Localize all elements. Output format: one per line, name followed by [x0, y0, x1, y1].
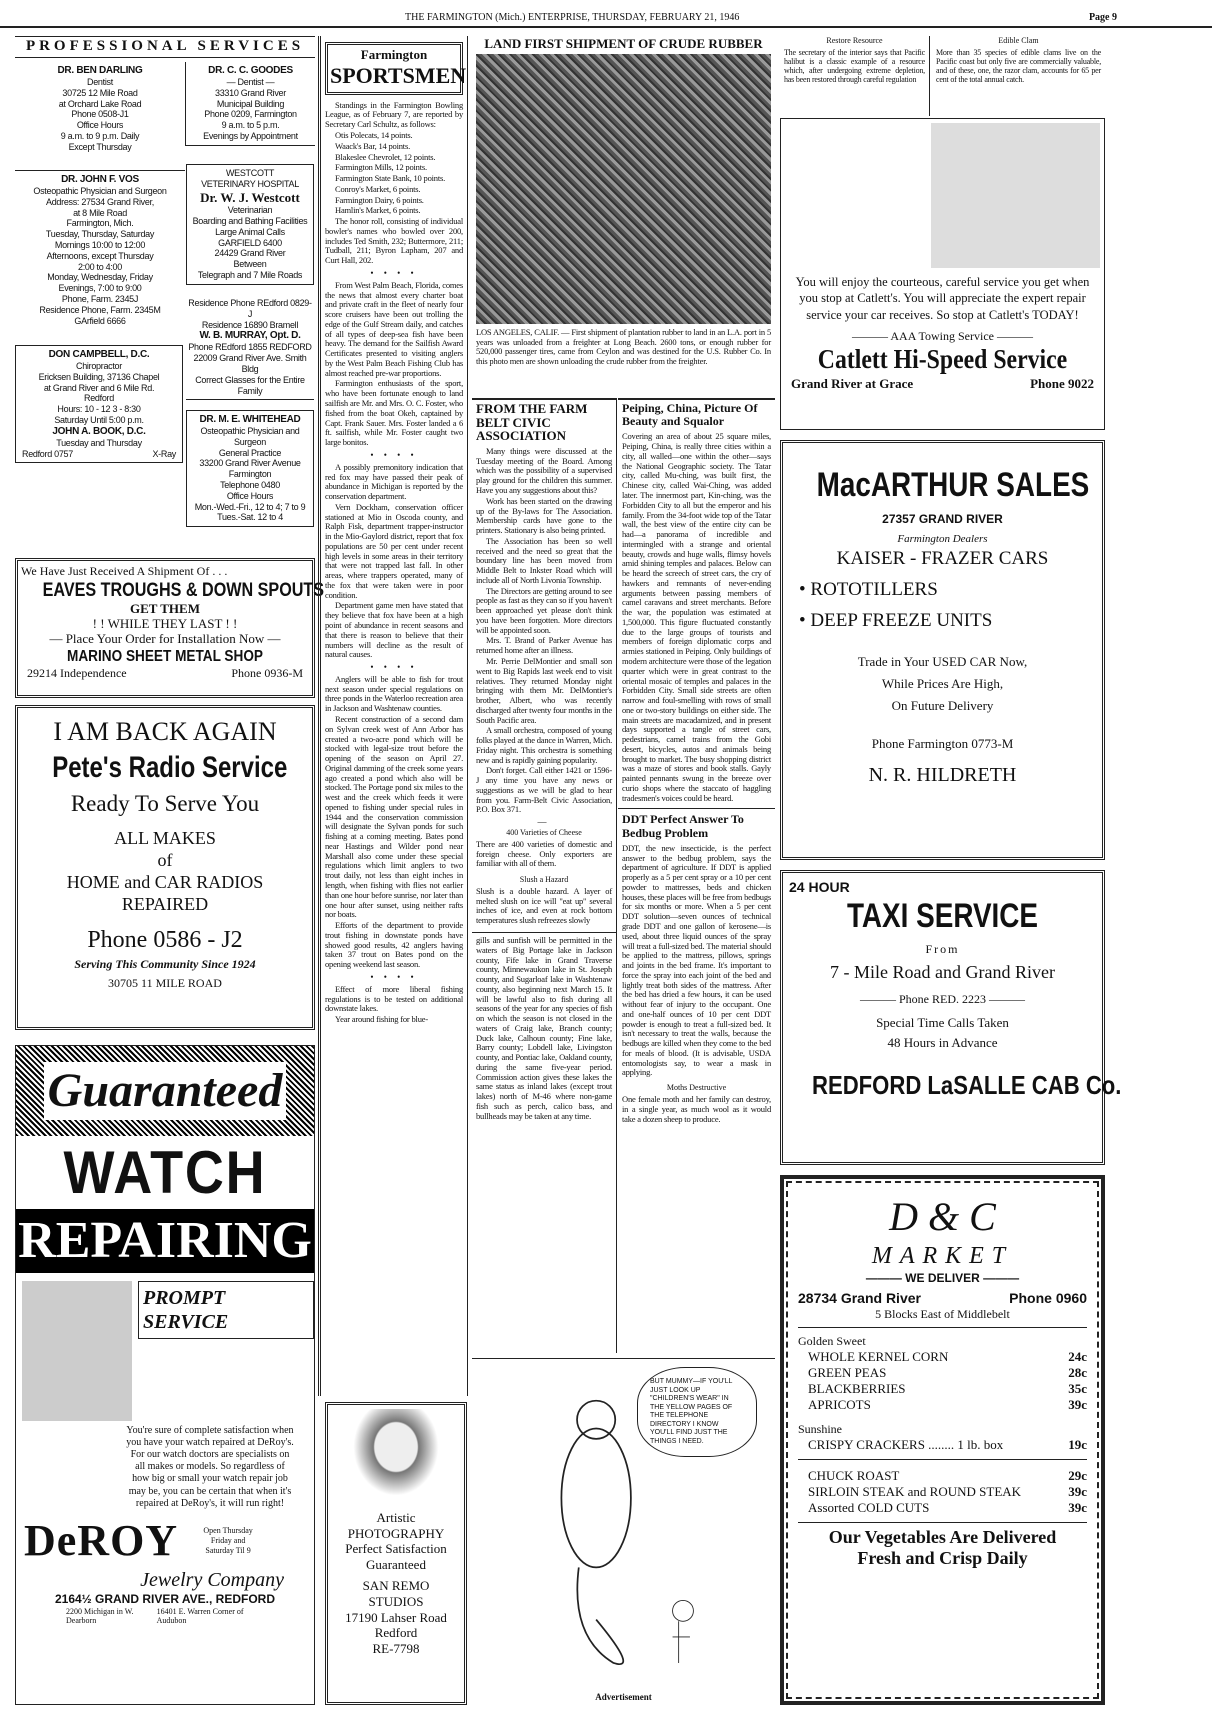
item-price: 29c	[1068, 1467, 1087, 1483]
item-name: GREEN PEAS	[808, 1364, 887, 1380]
card-line: Boarding and Bathing Facilities	[192, 215, 308, 226]
card-line: GArfield 6666	[74, 315, 126, 326]
sportsmen-sailfish	[321, 279, 467, 451]
item-name: BLACKBERRIES	[808, 1380, 906, 1396]
slush-headline: Slush a Hazard	[519, 875, 569, 885]
paragraph: Conroy's Market, 6 points.	[335, 183, 421, 194]
item-price: 28c	[1068, 1364, 1087, 1380]
dc-logo: D & C	[889, 1194, 996, 1239]
ad-dc-market	[780, 1175, 1105, 1705]
moths-article: One female moth and her family can destroy, in a single year, as much wool as it would take a dozen sheep to produce.	[622, 1093, 771, 1124]
mechanic-illustration	[931, 123, 1100, 268]
card-darling	[15, 62, 185, 156]
ad-line: I AM BACK AGAIN	[53, 717, 277, 746]
paragraph: Don't forget. Call either 1421 or 1596-J any time you have any news or suggestions as we will be glad to hear from you. Farm-Belt Civic Association, P.O. Box 371.	[476, 765, 612, 815]
farmbelt-article	[472, 445, 616, 818]
card-line: Phone 0209, Farmington	[204, 109, 297, 120]
card-line: Redford	[84, 393, 114, 404]
paragraph: Department game men have stated that they believe that fox have been at a high point of abundance in recent seasons and that there is reason to believe that their numbers will decline as the result of natural causes.	[325, 600, 463, 660]
group-title: Sunshine	[798, 1422, 843, 1437]
ad-san-remo	[325, 1402, 467, 1705]
ad-name: Catlett Hi-Speed Service	[817, 344, 1068, 375]
slush-article: Slush is a double hazard. A layer of melted slush on ice will "eat up" several inches of ice, and even at rock bottom temperatures slush refreezes slowly	[476, 885, 612, 926]
paragraph: Farmington State Bank, 10 points.	[335, 173, 446, 184]
ad-line: Ready To Serve You	[70, 791, 260, 817]
sportsmen-bowling	[321, 99, 467, 269]
ad-address: 29214 Independence	[27, 666, 127, 681]
card-line: Between	[233, 259, 267, 270]
ad-address: Grand River at Grace	[791, 376, 914, 392]
photo-caption: LOS ANGELES, CALIF. — First shipment of plantation rubber to land in an L.A. port in 5 years was unloaded from a freighter at Long Beach. 2600 tons, or enough rubber for 520,000 passenger tires, came from Ceylon and was destined for the U.S. Rubber Co. In this photo men are shown unloading the crude rubber from the freighter.	[476, 326, 771, 367]
paragraph: Blakeslee Chevrolet, 12 points.	[335, 151, 436, 162]
ddt-headline: DDT Perfect Answer To Bedbug Problem	[618, 808, 775, 841]
ad-line: Farmington Dealers	[897, 533, 988, 546]
ad-line: REPAIRED	[121, 894, 209, 915]
card-line: Municipal Building	[216, 98, 285, 109]
masthead-line: THE FARMINGTON (Mich.) ENTERPRISE, THURSDAY, FEBRUARY 21, 1946	[405, 12, 740, 23]
ad-line: 24 HOUR	[789, 879, 850, 895]
card-line: at Orchard Lake Road	[58, 98, 142, 109]
paragraph: The Directors are getting around to see people as fast as they can so if you haven't been approached yet please don't think you have been forgotten. More directors will be appointed soon.	[476, 585, 612, 635]
portrait-illustration	[346, 1409, 446, 1504]
price-row	[808, 1437, 1087, 1453]
card-line: Evenings by Appointment	[203, 130, 298, 141]
item-name: WHOLE KERNEL CORN	[808, 1349, 949, 1365]
paragraph: Waack's Bar, 14 points.	[335, 140, 410, 151]
paragraph: Mr. Perrie DelMontier and small son went to Big Rapids last week end to visit relatives. They returned Monday night bringing with them Mr. DelMontier's brother, Albert, who was recently discharged after twenty four months in the South Pacific area.	[476, 656, 612, 725]
ad-macarthur-sales	[780, 440, 1105, 860]
ad-line: REPAIRING	[16, 1209, 314, 1272]
card-line: Residence 16890 Bramell	[201, 319, 299, 330]
guaranteed-banner	[16, 1046, 314, 1136]
item-name: Assorted COLD CUTS	[808, 1499, 930, 1515]
separator: —	[537, 817, 551, 828]
ad-address: 16401 E. Warren Corner of Audubon	[156, 1606, 244, 1626]
ad-body: You're sure of complete satisfaction when you have your watch repaired at DeRoy's. For our watch doctors are specialists on all makes or models. So regardless of how big or small your watch repair job may be, you can be certain that when it's repaired at DeRoy's, it will run right!	[126, 1424, 294, 1509]
card-line: Mornings 10:00 to 12:00	[54, 239, 146, 250]
card-line: Residence Phone, Farm. 2345M	[39, 304, 161, 315]
sportsmen-fox	[321, 461, 467, 663]
item-name: CHUCK ROAST	[808, 1467, 900, 1483]
item-price: 35c	[1068, 1380, 1087, 1396]
card-line: 33200 Grand River Avenue	[199, 458, 301, 469]
card-line: Chiropractor	[76, 361, 122, 371]
price-row	[808, 1349, 1087, 1365]
card-line: Phone REdford 1855 REDFORD	[188, 342, 312, 353]
ad-line: PROMPT SERVICE	[138, 1281, 314, 1340]
ad-item: DEEP FREEZE UNITS	[810, 609, 993, 631]
ad-item: ROTOTILLERS	[810, 578, 938, 600]
card-line: Dentist	[87, 77, 113, 87]
ad-line: Our Vegetables Are Delivered	[828, 1526, 1057, 1547]
card-line: Osteopathic Physician and	[200, 426, 300, 436]
ad-line: WATCH	[63, 1139, 267, 1206]
card-line: Correct Glasses for the Entire Family	[195, 374, 305, 396]
ad-line: ——— Phone RED. 2223 ———	[860, 992, 1025, 1007]
card-line: Office Hours	[226, 490, 274, 501]
card-line: W. B. MURRAY, Opt. D.	[199, 330, 301, 342]
filler-text: More than 35 species of edible clams live on the Pacific coast but only five are commercially valuable, and of these, one, the razor clam, accounts for 65 per cent of the total annual catch.	[936, 47, 1101, 85]
card-line: 9 a.m. to 5 p.m.	[221, 120, 280, 131]
towing-label: AAA Towing Service	[890, 328, 994, 343]
item-price: 24c	[1068, 1349, 1087, 1365]
speech-bubble: BUT MUMMY—IF YOU'LL JUST LOOK UP "CHILDREN'S WEAR" IN THE YELLOW PAGES OF THE TELEPHONE DIRECTORY I KNOW YOU'LL FIND JUST THE THINGS I NEED.	[637, 1367, 757, 1457]
ad-line: ! ! WHILE THEY LAST ! !	[92, 615, 238, 631]
paragraph: Anglers will be able to fish for trout next season under special regulations on three ponds in the Waterloo recreation area in Jackson and Washtenaw counties.	[325, 673, 463, 714]
ad-phone: Phone RED. 2223	[899, 992, 986, 1007]
card-line: General Practice	[218, 447, 282, 458]
card-line: at Grand River and 6 Mile Rd.	[43, 382, 155, 393]
ad-marino-sheet-metal	[15, 558, 325, 698]
ad-line: 48 Hours in Advance	[887, 1034, 998, 1050]
ad-phone: Phone 0586 - J2	[87, 927, 243, 954]
card-murray	[186, 295, 314, 400]
cheese-headline: 400 Varieties of Cheese	[506, 828, 582, 838]
card-line: 9 a.m. to 9 p.m. Daily	[60, 130, 140, 141]
ad-line: From	[925, 941, 960, 956]
fishing-continuation: gills and sunfish will be permitted in the waters of Big Portage lake in Jackson county, Fife lake in Grand Traverse county, Minnewaukon lake in St. Joseph county, and Sugarloaf lake in Washtenaw county, also beginning next March 15. It will be lawful also to fish during all seasons of the year for any species of fish on which the season is not closed in the waters of Craig lake, Branch county; Duck lake, Calhoun county; Fine lake, Barry county; Lobdell lake, Livingston county, and Pontiac lake, Oakland county, during the same five-year period. Commission action gives these lakes the same status as inland lakes (except trout lakes) north of M-46 where non-game fish such as perch, calico bass, and bullheads may be taken at any time.	[472, 932, 616, 1124]
card-line: Tuesday, Thursday, Saturday	[45, 229, 155, 240]
price-row	[808, 1365, 1087, 1381]
column-middle-right	[618, 398, 775, 1353]
paragraph: Farmington enthusiasts of the sport, who have been fortunate enough to land sailfish are Mr. and Mrs. O. C. Foster, who fished from the boat Okeh, captained by Capt. Frank Sauer. Mrs. Foster landed a 6 ft. sailfish, while Mr. Foster caught two large bonitos.	[325, 378, 463, 448]
separator: • • • •	[370, 449, 418, 460]
ad-line: — Place Your Order for Installation Now —	[49, 630, 281, 646]
card-line: Farmington, Mich.	[66, 218, 134, 229]
card-line: — Dentist —	[226, 77, 275, 87]
card-line: 22009 Grand River Ave. Smith Bldg	[193, 353, 307, 374]
ad-line: Fresh and Crisp Daily	[857, 1548, 1028, 1569]
ad-line: EAVES TROUGHS & DOWN SPOUTS	[42, 579, 325, 601]
card-line: GARFIELD 6400	[218, 237, 282, 248]
peiping-article: Covering an area of about 25 square miles, Peiping, China, is really three cities within a city, all walled—one within the other—says the National Geographic society. The Tatar city, called Mu-ching, was built first, the Chinese city, called Wai-Ching, was added later. The innermost part, Kin-ching, was the Forbidden City to all but the emperor and his family. From the 34-foot wide top of the Tatar wall, the best view of the entire city can be had—a panorama of incredible and intermingled with a strange and oriental beauty, crowds and huge walls, flimsy hovels amid shining temples and palaces. Below can be heard the screech of street cars, the cry of hawkers and remnants of never-ending arguments between passing members of camel caravans and street merchants. Before the war, the population was estimated at 1,500,000. This figure fluctuated constantly due to the large groups of tourists and members of foreign diplomatic corps and armies stationed in Peiping. Only buildings of modern architecture were those of the legation quarter which were in great contrast to the oriental mosaic of temples and palaces in the Forbidden City. Small side streets are often narrow and foul-smelling with rows of small one or two-story buildings on either side. The main streets are macadamized, and in present days supported a tangle of street cars, pedestrians, camel trains from the Gobi desert, bicycles, autos and animals being brought to market. The busy shopping district was a maze of stores and book stalls. Gayly painted pennants swung in the breeze over curio shops where the staccato of haggling tradesmen's voices could be heard.	[622, 431, 771, 803]
ad-line: PHOTOGRAPHY	[347, 1525, 445, 1541]
card-westcott	[186, 164, 314, 285]
ad-line: ——— AAA Towing Service ———	[852, 328, 1033, 343]
ad-line: ——— WE DELIVER ———	[865, 1271, 1020, 1286]
card-line: DON CAMPBELL, D.C.	[48, 349, 150, 360]
price-row	[808, 1484, 1087, 1500]
ad-line: Guaranteed	[44, 1062, 287, 1121]
paragraph: Recent construction of a second dam on Sylvan creek west of Ann Arbor has created a two-acre pond which will be stocked with legal-size trout before the opening of the season on April 27. Original damming of the creek some years ago created a pond which also will be stocked. The Portage pond six miles to the west and the creek which feeds it were opened to fishing under special rules in 1944 and the conservation commission will designate the Sylvan ponds for such fishing at a coming meeting. Bates pond near Hastings and Wilder pond near Marshall also come under these special regulations which limit anglers to two trout daily, not less than eight inches in length, when fishing with flies not earlier than one hour before sunrise, nor later than one hour after sunset, using neither rafts nor boats.	[325, 714, 463, 920]
heading-title: SPORTSMEN	[330, 62, 467, 88]
sportsmen-column	[318, 36, 468, 1396]
ad-taxi	[780, 870, 1122, 1165]
paragraph: Year around fishing for blue-	[335, 1014, 428, 1025]
ad-line: of	[157, 850, 173, 871]
ad-line: STUDIOS	[368, 1593, 424, 1609]
ad-line: 5 Blocks East of Middlebelt	[798, 1307, 1087, 1329]
paragraph: From West Palm Beach, Florida, comes the news that almost every charter boat and private craft in the fleet of nearly four score cruisers have been out trolling the edge of the Gulf Stream daily, and catches of all types of deep-sea fish have been heavy. The demand for the Sailfish Award Certificates presented to visiting anglers by the West Palm Beach Fishing Club has almost reached pre-war proportions.	[325, 279, 463, 378]
paragraph: The honor roll, consisting of individual bowler's names who bowled over 200, includes Ted Smith, 232; Buttermore, 211; Tudball, 211; Byron Lapham, 207 and Curt Hall, 202.	[325, 216, 463, 266]
moths-headline: Moths Destructive	[666, 1083, 727, 1093]
ddt-article: DDT, the new insecticide, is the perfect answer to the bedbug problem, says the department of agriculture. If DDT is applied properly as a 5 per cent spray or a 10 per cent powder to mattresses, beds and chicken houses, these places will be free from bedbugs for six months or more. When a 5 per cent DDT solution—seven ounces of technical grade DDT and one gallon of kerosene—is used, about three liquid ounces of the spray will treat a full-sized bed. The material should be applied to the mattress, pillows, springs and joints in the bed frame. It's important to force the spray into each joint of the bed and lightly treat both sides of the mattress. After the bed has dried a few hours, it can be used without fear of injury to the occupant. One and one-half ounces of 10 per cent DDT powder is enough to treat a full-sized bed. It isn't necessary to treat the walls, because the bedbugs are killed when they come to the bed for meals of blood. (It is advisable, USDA entomologists say, to wear a mask in applying.	[622, 842, 771, 1078]
ad-hours: Open Thursday Friday and Saturday Til 9	[203, 1526, 253, 1555]
paragraph: Farmington Mills, 12 points.	[335, 162, 427, 173]
ad-line: Pete's Radio Service	[52, 750, 288, 784]
ad-line: Special Time Calls Taken	[876, 1014, 1009, 1030]
ad-line: While Prices Are High,	[881, 675, 1004, 691]
card-line: Evenings, 7:00 to 9:00	[58, 283, 142, 294]
card-line: Surgeon	[234, 436, 266, 447]
price-row	[808, 1468, 1087, 1484]
card-line: Telephone 0480	[220, 479, 280, 490]
separator: • • • •	[370, 267, 418, 278]
card-line: Monday, Wednesday, Friday	[47, 272, 153, 283]
ad-line: 7 - Mile Road and Grand River	[830, 962, 1055, 983]
card-line: Dr. W. J. Westcott	[200, 189, 300, 205]
card-line: 30725 12 Mile Road	[62, 87, 138, 98]
ad-line: HOME and CAR RADIOS	[66, 872, 264, 893]
filler-restore	[780, 36, 930, 116]
watchmaker-illustration	[22, 1281, 132, 1421]
separator: • • • •	[370, 971, 418, 982]
ad-line: • ROTOTILLERS	[799, 578, 938, 600]
card-line: Phone, Farm. 2345J	[61, 293, 139, 304]
ad-line: Trade in Your USED CAR Now,	[857, 654, 1028, 670]
price-row	[808, 1397, 1087, 1413]
heading-kicker: Farmington	[360, 47, 428, 62]
ad-catlett	[780, 118, 1105, 430]
deliver-label: WE DELIVER	[905, 1271, 980, 1286]
ad-yellow-pages-mermaid	[472, 1358, 775, 1705]
price-list-meats	[798, 1468, 1087, 1523]
card-line: Afternoons, except Thursday	[46, 250, 154, 261]
advertisement-label: Advertisement	[595, 1692, 652, 1703]
card-line: DR. C. C. GOODES	[208, 65, 293, 76]
rubber-unloading-photo	[476, 54, 771, 324]
item-price: 39c	[1068, 1483, 1087, 1499]
price-list-canned	[798, 1349, 1087, 1412]
paragraph: Otis Polecats, 14 points.	[335, 129, 413, 140]
paragraph: Efforts of the department to provide trout fishing in downstate ponds have showed good results, 42 anglers having taken 37 trout on Bates pond on the opening weekend last season.	[325, 920, 463, 970]
card-line: DR. BEN DARLING	[57, 65, 143, 76]
card-line: Residence Phone REdford 0829-J	[188, 298, 312, 319]
price-row	[808, 1381, 1087, 1397]
ad-line: Serving This Community Since 1924	[74, 957, 256, 972]
sportsmen-lakes	[321, 983, 467, 1028]
card-line: Veterinarian	[227, 205, 273, 216]
farmbelt-headline: FROM THE FARM BELT CIVIC ASSOCIATION	[476, 401, 588, 444]
ad-address: 30705 11 MILE ROAD	[108, 976, 222, 991]
card-line: 33310 Grand River	[215, 87, 286, 98]
photo-headline: LAND FIRST SHIPMENT OF CRUDE RUBBER	[484, 36, 763, 51]
card-line: 24429 Grand River	[214, 248, 286, 259]
sportsmen-trout	[321, 673, 467, 973]
ad-line: Jewelry Company	[140, 1568, 284, 1591]
card-line: DR. M. E. WHITEHEAD	[199, 414, 301, 425]
ad-body: You will enjoy the courteous, careful service you get when you stop at Catlett's. You will appreciate the expert repair service your car receives. So stop at Catlett's TODAY!	[795, 275, 1090, 322]
card-line: Large Animal Calls	[215, 226, 285, 237]
paragraph: A possibly premonitory indication that red fox may have passed their peak of abundance in Michigan is reported by the conservation department.	[325, 461, 463, 502]
page-header	[0, 10, 1212, 28]
paragraph: The Association has been so well received and the need so great that the boundary line has been moved from Middle Belt to Inkster Road which will include all of North Livonia Township.	[476, 535, 612, 585]
card-line: at 8 Mile Road	[73, 207, 127, 218]
paragraph: Vern Dockham, conservation officer stationed at Mio in Oscoda county, and Ralph Fisk, department trapper-instructor in the Mio-Gaylord district, report that fox populations are 50 per cent under recent high levels in some areas in their territory that were not trapped last fall. In other areas, where trappers operated, many of the fox that were taken were in poor condition.	[325, 501, 463, 600]
card-line: Telegraph and 7 Mile Roads	[197, 269, 303, 280]
item-name: APRICOTS	[808, 1396, 871, 1412]
card-line: Except Thursday	[68, 141, 132, 152]
ad-line: Perfect Satisfaction	[345, 1541, 447, 1557]
paragraph: Hamlin's Market, 6 points.	[335, 205, 421, 216]
ad-line: Redford	[374, 1625, 418, 1641]
ad-line: KAISER - FRAZER CARS	[836, 547, 1049, 569]
ad-line: We Have Just Received A Shipment Of . . .	[21, 564, 228, 578]
separator: • • • •	[370, 662, 418, 673]
paragraph: Farmington Dairy, 6 points.	[335, 194, 424, 205]
ad-address: 2164½ GRAND RIVER AVE., REDFORD	[54, 1592, 276, 1606]
card-line: VETERINARY HOSPITAL	[201, 178, 299, 189]
column-middle-left	[472, 398, 617, 1353]
ad-address: 28734 Grand River	[798, 1289, 921, 1306]
professional-services-heading-bar	[15, 36, 315, 58]
ad-line: On Future Delivery	[891, 697, 994, 713]
card-line: Phone 0508-J1	[71, 109, 129, 120]
paragraph: Work has been started on the drawing up of the By-laws for The Association. Membership cards have gone to the printers. Stationary is also being printed.	[476, 495, 612, 536]
item-price: 39c	[1068, 1499, 1087, 1515]
cheese-article: There are 400 varieties of domestic and foreign cheese. Only exporters are familiar with all of them.	[476, 838, 612, 869]
card-line: Mon.-Wed.-Fri., 12 to 4; 7 to 9	[194, 501, 306, 512]
ad-petes-radio	[15, 705, 315, 1030]
card-goodes	[185, 62, 315, 146]
item-price: 39c	[1068, 1396, 1087, 1412]
filler-headline: Restore Resource	[826, 36, 883, 45]
ad-owner: N. R. HILDRETH	[868, 764, 1017, 787]
paragraph: Mrs. T. Brand of Parker Avenue has returned home after an illness.	[476, 635, 612, 656]
ad-line: • DEEP FREEZE UNITS	[799, 609, 993, 631]
ad-address: 27357 GRAND RIVER	[882, 512, 1003, 527]
ad-phone: Phone 0960	[1009, 1289, 1087, 1306]
professional-services-heading: PROFESSIONAL SERVICES	[25, 38, 305, 54]
card-line: Tues.-Sat. 12 to 4	[217, 512, 283, 523]
ad-phone: Phone Farmington 0773-M	[871, 735, 1014, 751]
ad-line: Guaranteed	[366, 1556, 426, 1572]
sportsmen-heading	[325, 42, 467, 95]
ad-address: 2200 Michigan in W. Dearborn	[66, 1606, 134, 1626]
item-name: SIRLOIN STEAK and ROUND STEAK	[808, 1483, 1022, 1499]
card-whitehead	[186, 410, 314, 527]
ad-name: REDFORD LaSALLE CAB Co.	[812, 1070, 1122, 1101]
card-line: 2:00 to 4:00	[78, 261, 122, 272]
deroy-logo: DeROY	[24, 1515, 179, 1565]
ad-line: MARINO SHEET METAL SHOP	[67, 647, 263, 665]
filler-clam	[932, 36, 1105, 116]
card-line: JOHN A. BOOK, D.C.	[52, 425, 146, 437]
paragraph: Effect of more liberal fishing regulations is to be tested on additional downstate lakes.	[325, 983, 463, 1014]
card-line: X-Ray	[152, 448, 176, 459]
price-list-crackers	[798, 1437, 1087, 1460]
card-line: Tuesday and Thursday	[56, 437, 142, 448]
ad-name: MacARTHUR SALES	[816, 466, 1090, 504]
paragraph: A small orchestra, composed of young folks played at the dance in Warren, Mich. Friday night. This orchestra is something new and is rapidly gaining popularity.	[476, 725, 612, 765]
ad-line: GET THEM	[130, 600, 200, 616]
ad-line: Artistic	[376, 1510, 416, 1525]
item-name: CRISPY CRACKERS ........ 1 lb. box	[808, 1437, 1004, 1453]
ad-phone: RE-7798	[372, 1640, 420, 1656]
ad-line: ALL MAKES	[114, 828, 216, 849]
ad-name: MARKET	[871, 1242, 1014, 1269]
card-line: Office Hours	[76, 120, 124, 131]
item-price: 19c	[1068, 1437, 1087, 1453]
ad-address: 17190 Lahser Road	[345, 1609, 447, 1625]
card-vos	[15, 170, 185, 329]
group-title: Golden Sweet	[798, 1334, 866, 1349]
ad-phone: Phone 0936-M	[231, 666, 303, 681]
card-campbell	[15, 345, 183, 463]
card-line: Hours: 10 - 12 3 - 8:30	[57, 404, 141, 415]
paragraph: Standings in the Farmington Bowling League, as of February 7, are reported by Secretary Carl Schultz, as follows:	[325, 99, 463, 130]
filler-text: The secretary of the interior says that Pacific halibut is a classic example of a resource which, after undergoing extreme depletion, has been restored through careful regulation	[784, 47, 925, 85]
card-line: Farmington	[228, 469, 272, 480]
price-row	[808, 1500, 1087, 1516]
ad-phone: Phone 9022	[1030, 376, 1094, 392]
card-line: Osteopathic Physician and Surgeon	[33, 186, 167, 196]
peiping-headline: Peiping, China, Picture Of Beauty and Squalor	[622, 401, 758, 429]
ad-deroy-watch	[15, 1045, 315, 1705]
photo-story	[472, 36, 775, 396]
ad-name: TAXI SERVICE	[846, 897, 1039, 936]
card-line: Redford 0757	[22, 448, 73, 459]
card-line: Address: 27534 Grand River,	[46, 196, 154, 207]
ad-line: SAN REMO	[362, 1578, 430, 1594]
card-line: Saturday Until 5:00 p.m.	[54, 414, 144, 425]
filler-headline: Edible Clam	[998, 36, 1039, 45]
page-number: Page 9	[1088, 12, 1117, 23]
paragraph: Many things were discussed at the Tuesday meeting of the Board. Among which was the possibility of a supervised play ground for the children this summer. Have you any suggestions about this?	[476, 445, 612, 495]
card-line: WESTCOTT	[225, 168, 275, 178]
card-line: Ericksen Building, 37136 Chapel	[38, 371, 160, 382]
card-line: DR. JOHN F. VOS	[61, 174, 139, 185]
